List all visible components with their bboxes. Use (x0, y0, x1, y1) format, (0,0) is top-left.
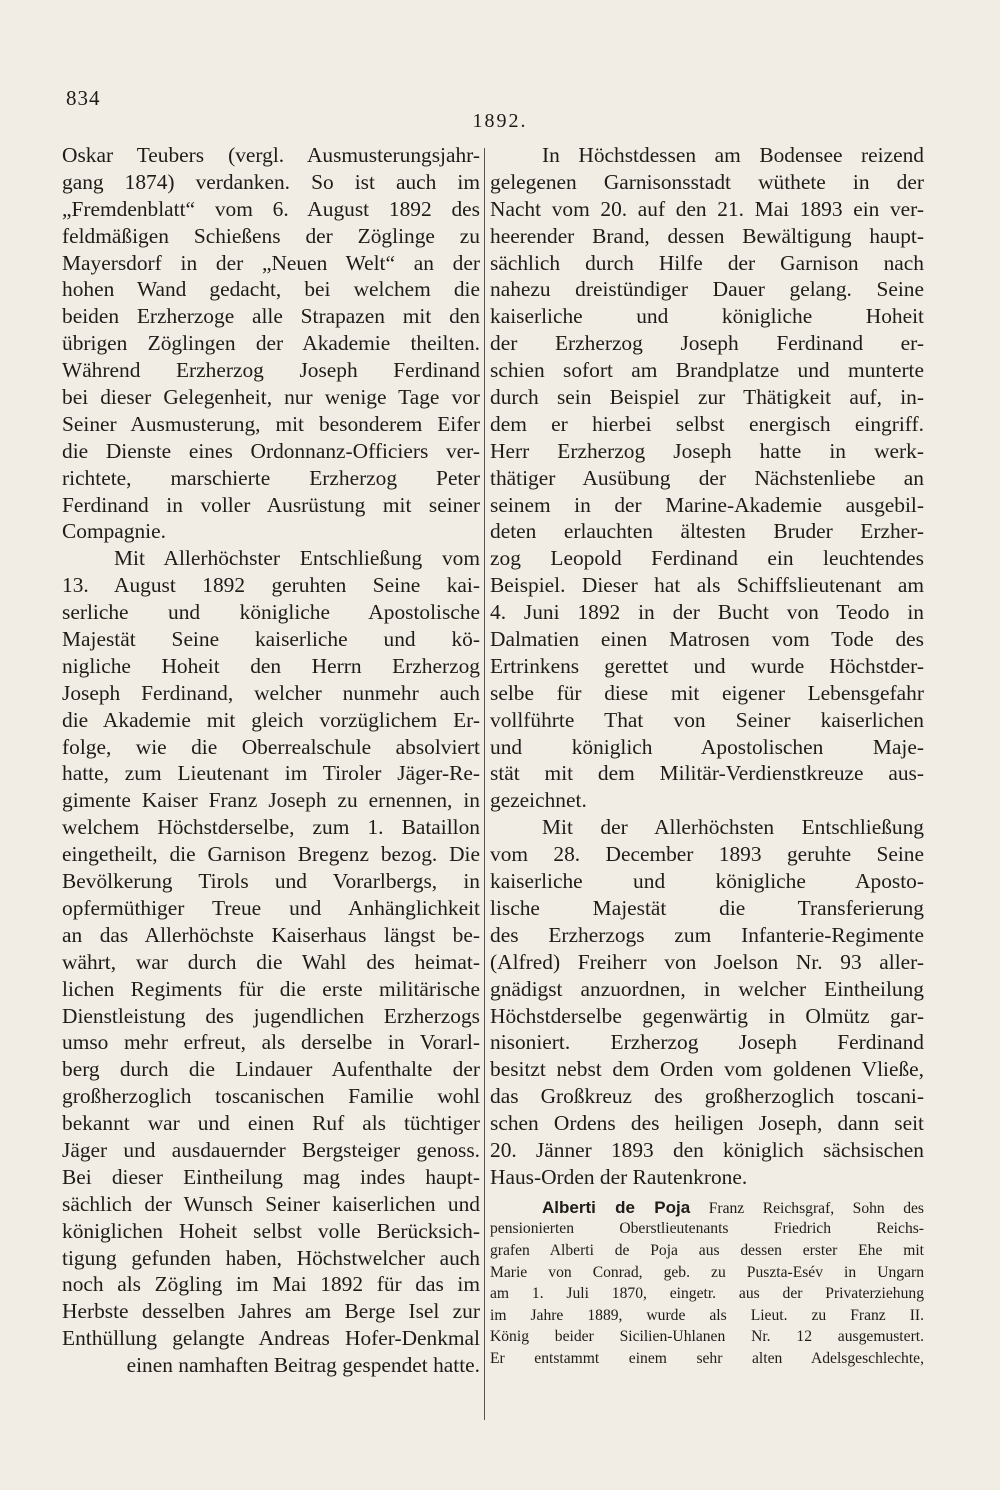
text-line: tigung gefunden haben, Höchstwelcher auch (62, 1245, 480, 1270)
text-line: In Höchstdessen am Bodensee reizend (542, 143, 924, 167)
text-line: währt, war durch die Wahl des heimat- (62, 949, 480, 974)
text-line: richtete, marschierte Erzherzog Peter (62, 465, 480, 490)
text-line: lichen Regiments für die erste militärische (62, 976, 480, 1001)
text-line: Nacht vom 20. auf den 21. Mai 1893 ein ver- (490, 196, 924, 221)
text-line: stät mit dem Militär-Verdienstkreuze aus- (490, 761, 924, 786)
right-column (490, 142, 924, 1369)
text-line: bekannt war und einen Ruf als tüchtiger (62, 1111, 480, 1136)
text-line: Beispiel. Dieser hat als Schiffslieutenant am (490, 573, 924, 598)
text-line: feldmäßigen Schießens der Zöglinge zu (62, 223, 480, 248)
text-line: „Fremdenblatt“ vom 6. August 1892 des (62, 196, 480, 221)
text-line: lische Majestät die Transferierung (490, 895, 924, 920)
text-line: berg durch die Lindauer Aufenthalte der (62, 1057, 480, 1082)
text-line: kaiserliche und königliche Aposto- (490, 869, 924, 894)
text-line: 20. Jänner 1893 den königlich sächsischen (490, 1137, 924, 1162)
text-line: dem er hierbei selbst energisch eingriff. (490, 411, 924, 436)
text-line: hohen Wand gedacht, bei welchem die (62, 277, 480, 302)
entry-line: im Jahre 1889, wurde als Lieut. zu Franz II. (490, 1306, 924, 1324)
text-line: Joseph Ferdinand, welcher nunmehr auch (62, 680, 480, 705)
page-number: 834 (66, 86, 101, 110)
text-line: vom 28. December 1893 geruhte Seine (490, 842, 924, 867)
text-line: eingetheilt, die Garnison Bregenz bezog. Die (62, 842, 480, 867)
entry-line: pensionierten Oberstlieutenants Friedrich Reichs- (490, 1220, 924, 1238)
text-line: Ertrinkens gerettet und wurde Höchstder- (490, 653, 924, 678)
text-line: hatte, zum Lieutenant im Tiroler Jäger-Re- (62, 761, 480, 786)
text-line: gnädigst anzuordnen, in welcher Eintheilung (490, 976, 924, 1001)
text-line: kaiserliche und königliche Hoheit (490, 304, 924, 329)
text-line: deten erlauchten ältesten Bruder Erzher- (490, 519, 924, 544)
entry-line: grafen Alberti de Poja aus dessen erster Ehe mit (490, 1241, 924, 1259)
entry-line: König beider Sicilien-Uhlanen Nr. 12 ausgemustert. (490, 1328, 924, 1346)
text-line: heerender Brand, dessen Bewältigung haupt- (490, 223, 924, 248)
entry-line: Marie von Conrad, geb. zu Puszta-Esév in Ungarn (490, 1263, 924, 1281)
entry-intro: Franz Reichsgraf, Sohn des (708, 1199, 924, 1217)
text-line: (Alfred) Freiherr von Joelson Nr. 93 aller- (490, 949, 924, 974)
text-line: Majestät Seine kaiserliche und kö- (62, 627, 480, 652)
text-line: der Erzherzog Joseph Ferdinand er- (490, 331, 924, 356)
text-line: Dienstleistung des jugendlichen Erzherzogs (62, 1003, 480, 1028)
text-line: Herbste desselben Jahres am Berge Isel zur (62, 1299, 480, 1324)
entry-line: am 1. Juli 1870, eingetr. aus der Privaterziehung (490, 1285, 924, 1303)
text-line: Oskar Teubers (vergl. Ausmusterungsjahr- (62, 143, 480, 167)
text-line: Höchstderselbe gegenwärtig in Olmütz gar- (490, 1003, 924, 1028)
text-line: Ferdinand in voller Ausrüstung mit seiner (62, 492, 480, 517)
text-line: zog Leopold Ferdinand ein leuchtendes (490, 546, 924, 571)
text-line: übrigen Zöglingen der Akademie theilten. (62, 331, 480, 356)
column-divider (484, 148, 485, 1420)
text-line: und königlich Apostolischen Maje- (490, 734, 924, 759)
text-line: die Dienste eines Ordonnanz-Officiers ver- (62, 438, 480, 463)
text-line: Enthüllung gelangte Andreas Hofer-Denkmal (62, 1326, 480, 1351)
text-line: 4. Juni 1892 in der Bucht von Teodo in (490, 600, 924, 625)
text-line: Jäger und ausdauernder Bergsteiger genoss. (62, 1137, 480, 1162)
text-line: Dalmatien einen Matrosen vom Tode des (490, 627, 924, 652)
text-line: Bevölkerung Tirols und Vorarlbergs, in (62, 869, 480, 894)
text-line: Während Erzherzog Joseph Ferdinand (62, 358, 480, 383)
text-line: selbe für diese mit eigener Lebensgefahr (490, 680, 924, 705)
text-line: sächlich der Wunsch Seiner kaiserlichen und (62, 1191, 480, 1216)
text-line: folge, wie die Oberrealschule absolviert (62, 734, 480, 759)
text-line: schen Ordens des heiligen Joseph, dann seit (490, 1111, 924, 1136)
text-line: gang 1874) verdanken. So ist auch im (62, 169, 480, 194)
text-line: opfermüthiger Treue und Anhänglichkeit (62, 895, 480, 920)
text-line: Mit der Allerhöchsten Entschließung (542, 815, 924, 840)
text-line: Bei dieser Eintheilung mag indes haupt- (62, 1164, 480, 1189)
text-line: sächlich durch Hilfe der Garnison nach (490, 250, 924, 275)
text-line: nisoniert. Erzherzog Joseph Ferdinand (490, 1030, 924, 1055)
text-line: des Erzherzogs zum Infanterie-Regimente (490, 922, 924, 947)
text-line: gimente Kaiser Franz Joseph zu ernennen, in (62, 788, 480, 813)
entry-first-line (490, 1197, 924, 1219)
text-line: seinem in der Marine-Akademie ausgebil- (490, 492, 924, 517)
text-line: großherzoglich toscanischen Familie wohl (62, 1084, 480, 1109)
text-line: nahezu dreistündiger Dauer gelang. Seine (490, 277, 924, 302)
text-line: Haus-Orden der Rautenkrone. (490, 1164, 748, 1189)
text-line: königlichen Hoheit selbst volle Berücksich- (62, 1218, 480, 1243)
entry-name: Alberti de Poja (542, 1197, 691, 1217)
text-line: besitzt nebst dem Orden vom goldenen Vließe, (490, 1057, 924, 1082)
text-line: Mit Allerhöchster Entschließung vom (114, 546, 480, 571)
text-line: schien sofort am Brandplatze und munterte (490, 358, 924, 383)
text-line: Compagnie. (62, 519, 166, 544)
text-line: welchem Höchstderselbe, zum 1. Bataillon (62, 815, 480, 840)
text-line: gezeichnet. (490, 788, 587, 813)
text-line: gelegenen Garnisonsstadt wüthete in der (490, 169, 924, 194)
text-line: noch als Zögling im Mai 1892 für das im (62, 1272, 480, 1297)
running-header-year: 1892. (472, 110, 528, 132)
text-line: Seiner Ausmusterung, mit besonderem Eifer (62, 411, 480, 436)
text-line: einen namhaften Beitrag gespendet hatte. (126, 1353, 480, 1378)
text-line: Herr Erzherzog Joseph hatte in werk- (490, 438, 924, 463)
text-line: durch sein Beispiel zur Thätigkeit auf, in- (490, 385, 924, 410)
text-line: das Großkreuz des großherzoglich toscani- (490, 1084, 924, 1109)
text-line: vollführte That von Seiner kaiserlichen (490, 707, 924, 732)
text-line: nigliche Hoheit den Herrn Erzherzog (62, 653, 480, 678)
text-line: die Akademie mit gleich vorzüglichem Er- (62, 707, 480, 732)
text-line: 13. August 1892 geruhten Seine kai- (62, 573, 480, 598)
text-line: bei dieser Gelegenheit, nur wenige Tage vor (62, 385, 480, 410)
text-line: serliche und königliche Apostolische (62, 600, 480, 625)
text-line: Mayersdorf in der „Neuen Welt“ an der (62, 250, 480, 275)
text-line: umso mehr erfreut, als derselbe in Vorarl- (62, 1030, 480, 1055)
left-column (62, 142, 480, 1379)
entry-line: Er entstammt einem sehr alten Adelsgeschlechte, (490, 1349, 924, 1367)
text-line: beiden Erzherzoge alle Strapazen mit den (62, 304, 480, 329)
text-line: thätiger Ausübung der Nächstenliebe an (490, 465, 924, 490)
text-line: an das Allerhöchste Kaiserhaus längst be- (62, 922, 480, 947)
